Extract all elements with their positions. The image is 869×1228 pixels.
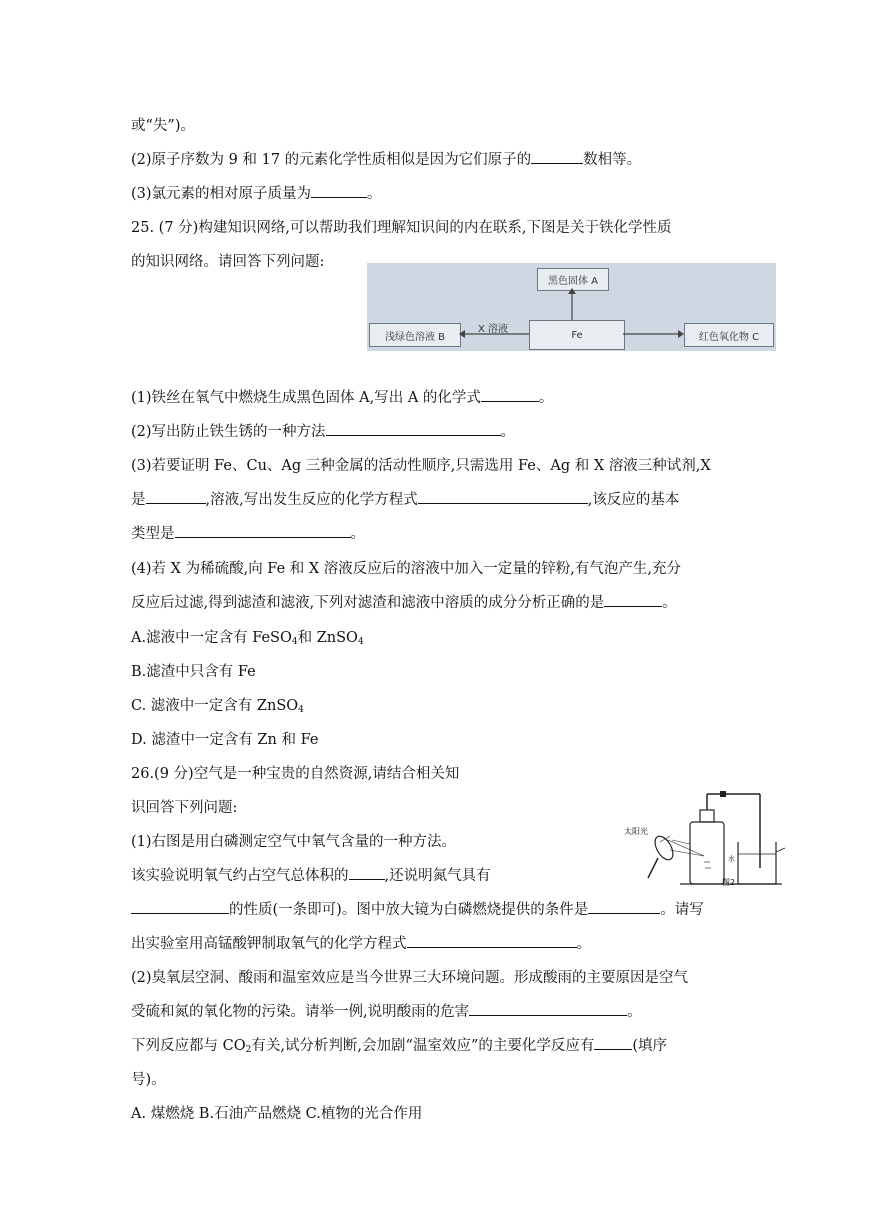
question-25-4: (4)若 X 为稀硫酸,向 Fe 和 X 溶液反应后的溶液中加入一定量的锌粉,有气泡产生,充分 — [131, 561, 682, 577]
text: 有关,试分析判断,会加剧“温室效应”的主要化学反应有 — [251, 1038, 595, 1054]
text: 数相等。 — [583, 152, 642, 168]
answer-blank[interactable] — [469, 1001, 627, 1016]
question-26-2-cont3: 号)。 — [131, 1072, 166, 1088]
text: 是 — [131, 492, 146, 508]
iron-knowledge-network-diagram — [367, 263, 776, 351]
text: 。 — [627, 1004, 642, 1020]
answer-blank[interactable] — [594, 1035, 632, 1050]
text: (1)铁丝在氧气中燃烧生成黑色固体 A,写出 A 的化学式 — [131, 390, 481, 406]
text: 。 — [350, 526, 365, 542]
question-24-3 — [131, 182, 382, 203]
question-26-heading-cont: 识回答下列问题: — [131, 800, 238, 816]
question-26-2: (2)臭氧层空洞、酸雨和温室效应是当今世界三大环境问题。形成酸雨的主要原因是空气 — [131, 970, 689, 986]
text-line: 或“失”)。 — [131, 118, 195, 134]
text: 。 — [662, 595, 677, 611]
question-26-1: (1)右图是用白磷测定空气中氧气含量的一种方法。 — [131, 834, 457, 850]
question-26-1-cont3 — [131, 932, 591, 953]
text: ,该反应的基本 — [587, 492, 680, 508]
figure-label: 图2 — [722, 878, 736, 887]
text: 受硫和氮的氧化物的污染。请举一例,说明酸雨的危害 — [131, 1004, 470, 1020]
answer-blank[interactable] — [604, 592, 662, 607]
answer-blank[interactable] — [175, 523, 351, 538]
fe-box: Fe — [529, 320, 625, 350]
light-green-solution-b-box: 浅绿色溶液 B — [369, 323, 461, 347]
option-d: D. 滤渣中一定含有 Zn 和 Fe — [131, 732, 319, 748]
water-label: 水 — [728, 855, 735, 863]
question-25-heading-cont: 的知识网络。请回答下列问题: — [131, 254, 325, 270]
question-25-3-cont2 — [131, 522, 365, 543]
phosphorus-experiment-figure — [620, 790, 785, 890]
answer-blank[interactable] — [531, 149, 583, 164]
text: 。请写 — [660, 902, 704, 918]
option-c — [131, 694, 304, 715]
question-26-1-cont — [131, 864, 491, 885]
subscript: 4 — [357, 637, 364, 647]
sunlight-label: 太阳光 — [624, 827, 648, 836]
answer-blank[interactable] — [349, 865, 385, 880]
question-24-2 — [131, 148, 641, 169]
text: C. 滤液中一定含有 ZnSO — [131, 698, 299, 714]
subscript: 4 — [298, 705, 304, 715]
text: 出实验室用高锰酸钾制取氧气的化学方程式 — [131, 936, 407, 952]
answer-blank[interactable] — [588, 899, 660, 914]
question-25-1 — [131, 386, 553, 407]
text: 反应后过滤,得到滤渣和滤液,下列对滤渣和滤液中溶质的成分分析正确的是 — [131, 595, 605, 611]
text: 下列反应都与 CO — [131, 1038, 246, 1054]
x-solution-label: X 溶液 — [478, 324, 509, 335]
question-26-heading: 26.(9 分)空气是一种宝贵的自然资源,请结合相关知 — [131, 766, 460, 782]
apparatus-drawing — [620, 790, 785, 890]
answer-blank[interactable] — [146, 489, 206, 504]
text: 类型是 — [131, 526, 175, 542]
question-26-options: A. 煤燃烧 B.石油产品燃烧 C.植物的光合作用 — [131, 1106, 423, 1122]
answer-blank[interactable] — [131, 899, 229, 914]
option-b: B.滤渣中只含有 Fe — [131, 664, 256, 680]
text: (3)氯元素的相对原子质量为 — [131, 186, 312, 202]
answer-blank[interactable] — [311, 183, 367, 198]
text: (填序 — [632, 1038, 668, 1054]
answer-blank[interactable] — [481, 387, 539, 402]
text: (2)写出防止铁生锈的一种方法 — [131, 424, 326, 440]
text: 。 — [538, 390, 554, 406]
text: (2)原子序数为 9 和 17 的元素化学性质相似是因为它们原子的 — [131, 152, 532, 168]
question-25-3-cont — [131, 488, 679, 509]
answer-blank[interactable] — [326, 421, 501, 436]
text: 和 ZnSO — [297, 630, 358, 646]
text: 该实验说明氧气约占空气总体积的 — [131, 868, 349, 884]
question-25-3: (3)若要证明 Fe、Cu、Ag 三种金属的活动性顺序,只需选用 Fe、Ag 和 X 溶液三种试剂,X — [131, 458, 711, 474]
answer-blank[interactable] — [418, 489, 588, 504]
option-a — [131, 626, 364, 647]
question-25-4-cont — [131, 591, 677, 612]
question-26-2-cont2 — [131, 1034, 667, 1055]
text: A.滤液中一定含有 FeSO — [131, 630, 292, 646]
black-solid-a-box: 黑色固体 A — [537, 268, 609, 291]
question-26-2-cont — [131, 1000, 642, 1021]
question-25-2 — [131, 420, 515, 441]
question-25-heading: 25. (7 分)构建知识网络,可以帮助我们理解知识间的内在联系,下图是关于铁化学性质 — [131, 220, 672, 236]
text: 。 — [576, 936, 591, 952]
question-26-1-cont2 — [131, 898, 704, 919]
text: ,溶液,写出发生反应的化学方程式 — [205, 492, 418, 508]
text: 。 — [500, 424, 516, 440]
text: ,还说明氮气具有 — [384, 868, 491, 884]
text: 。 — [367, 186, 382, 202]
subscript: 4 — [291, 637, 298, 647]
red-oxide-c-box: 红色氧化物 C — [684, 323, 774, 347]
subscript: 2 — [245, 1045, 252, 1055]
answer-blank[interactable] — [407, 933, 577, 948]
text: 的性质(一条即可)。图中放大镜为白磷燃烧提供的条件是 — [229, 902, 589, 918]
diagram-arrows — [367, 263, 776, 351]
